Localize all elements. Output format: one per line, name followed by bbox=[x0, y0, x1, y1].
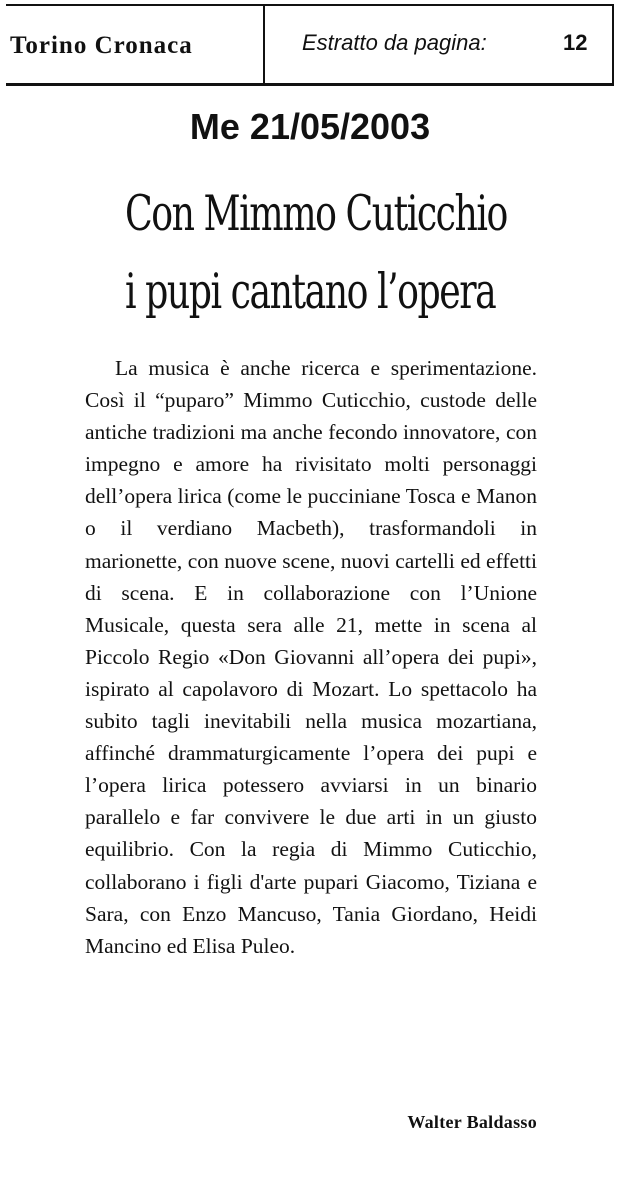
author-byline: Walter Baldasso bbox=[407, 1112, 537, 1132]
article-body: La musica è anche ricerca e sperimentazione. Così il “puparo” Mimmo Cuticchio, custode delle antiche tradizioni ma anche fecondo innovatore, con impegno e amore ha rivisitato molti personaggi dell’opera lirica (come le pucciniane Tosca e Manon o il verdiano Macbeth), trasformandoli in marionette, con nuove scene, nuovi cartelli ed effetti di scena. E in collaborazione con l’Unione Musicale, questa sera alle 21, mette in scena al Piccolo Regio «Don Giovanni all’opera dei pupi», ispirato al capolavoro di Mozart. Lo spettacolo ha subito tagli inevitabili nella musica mozartiana, affinché drammaturgicamente l’opera dei pupi e l’opera lirica potessero avviarsi in un binario parallelo e far convivere le due arti in un giusto equilibrio. Con la regia di Mimmo Cuticchio, collaborano i figli d'arte pupari Giacomo, Tiziana e Sara, con Enzo Mancuso, Tania Giordano, Heidi Mancino ed Elisa Puleo. bbox=[85, 356, 537, 958]
headline-line-1: Con Mimmo Cuticchio bbox=[125, 185, 507, 242]
page-number: 12 bbox=[563, 30, 588, 55]
extract-label: Estratto da pagina: bbox=[302, 30, 487, 55]
headline bbox=[60, 175, 560, 331]
publication-date: Me 21/05/2003 bbox=[189, 106, 431, 147]
headline-line-2: i pupi cantano l’opera bbox=[125, 263, 496, 320]
section-name: Torino Cronaca bbox=[10, 32, 193, 59]
header-divider bbox=[263, 4, 265, 86]
